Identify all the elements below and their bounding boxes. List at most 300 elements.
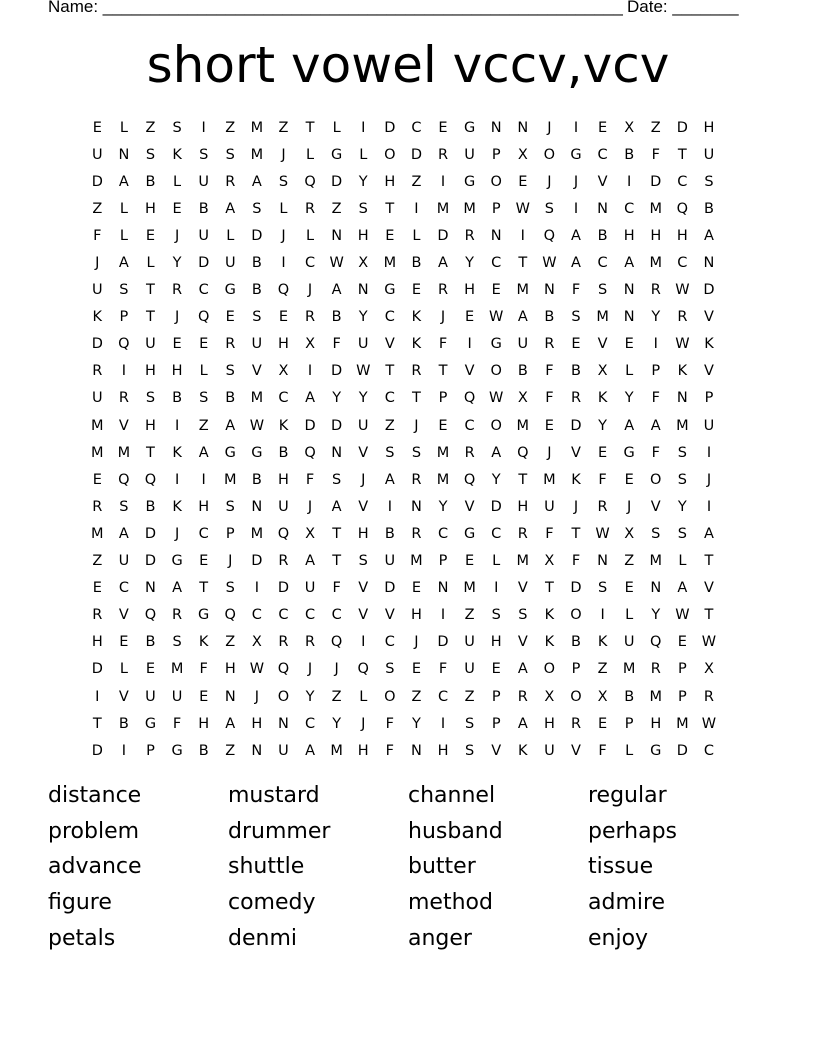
grid-letter: N bbox=[703, 255, 715, 272]
grid-letter: K bbox=[172, 444, 182, 461]
name-field: Name: _______________________________________________________ bbox=[48, 0, 623, 16]
grid-letter: W bbox=[515, 200, 530, 217]
grid-letter: H bbox=[171, 363, 183, 380]
grid-letter: D bbox=[251, 227, 263, 244]
grid-letter: A bbox=[305, 390, 315, 407]
grid-letter: U bbox=[91, 390, 103, 407]
grid-letter: F bbox=[545, 390, 554, 407]
grid-letter: S bbox=[491, 607, 501, 624]
grid-letter: J bbox=[547, 173, 552, 190]
grid-letter: U bbox=[703, 146, 715, 163]
grid-letter: J bbox=[307, 661, 313, 678]
grid-letter: S bbox=[704, 173, 714, 190]
word-list-item: channel bbox=[408, 783, 496, 808]
grid-letter: Y bbox=[651, 607, 661, 624]
grid-letter: Q bbox=[357, 661, 369, 678]
grid-letter: J bbox=[228, 553, 233, 570]
grid-letter: Q bbox=[543, 227, 556, 244]
word-list-item: mustard bbox=[228, 783, 320, 808]
grid-letter: D bbox=[331, 363, 343, 380]
grid-letter: V bbox=[703, 363, 714, 380]
grid-letter: A bbox=[225, 417, 236, 434]
grid-letter: W bbox=[675, 336, 690, 353]
grid-letter: R bbox=[411, 525, 422, 542]
grid-letter: E bbox=[172, 336, 182, 353]
grid-letter: J bbox=[307, 498, 313, 515]
grid-letter: E bbox=[172, 200, 182, 217]
grid-letter: C bbox=[437, 525, 449, 542]
grid-letter: W bbox=[249, 661, 265, 678]
grid-letter: F bbox=[93, 227, 102, 244]
grid-letter: C bbox=[677, 255, 688, 272]
grid-letter: U bbox=[464, 146, 475, 163]
grid-letter: E bbox=[465, 553, 475, 570]
grid-letter: R bbox=[411, 471, 422, 488]
grid-letter: U bbox=[304, 580, 316, 597]
grid-letter: R bbox=[437, 146, 449, 163]
grid-letter: H bbox=[91, 634, 103, 651]
grid-letter: B bbox=[517, 363, 528, 380]
grid-letter: E bbox=[518, 173, 528, 190]
word-list-item: butter bbox=[408, 854, 476, 880]
grid-letter: E bbox=[199, 553, 209, 570]
grid-letter: Z bbox=[225, 742, 236, 759]
grid-letter: H bbox=[410, 607, 422, 624]
grid-letter: H bbox=[623, 227, 635, 244]
grid-letter: Q bbox=[304, 173, 316, 190]
grid-letter: N bbox=[357, 282, 369, 299]
grid-letter: E bbox=[411, 282, 421, 299]
grid-letter: Z bbox=[624, 553, 635, 570]
grid-letter: A bbox=[491, 444, 502, 461]
grid-letter: F bbox=[385, 742, 394, 759]
word-list-item: advance bbox=[48, 854, 142, 880]
grid-letter: T bbox=[146, 444, 155, 461]
grid-letter: F bbox=[332, 580, 341, 597]
grid-letter: S bbox=[225, 498, 235, 515]
grid-letter: M bbox=[330, 742, 343, 759]
grid-letter: B bbox=[331, 309, 342, 326]
grid-letter: M bbox=[649, 200, 663, 217]
grid-letter: D bbox=[198, 255, 210, 272]
grid-letter: E bbox=[624, 336, 634, 353]
grid-letter: J bbox=[361, 715, 366, 732]
grid-letter: R bbox=[544, 336, 555, 353]
grid-letter: D bbox=[91, 336, 103, 353]
grid-letter: Z bbox=[92, 200, 103, 217]
grid-letter: R bbox=[597, 498, 608, 515]
grid-letter: V bbox=[464, 363, 475, 380]
grid-letter: D bbox=[144, 525, 157, 542]
grid-letter: V bbox=[597, 173, 608, 190]
grid-letter: N bbox=[623, 282, 635, 299]
grid-letter: X bbox=[278, 363, 289, 380]
grid-letter: U bbox=[623, 634, 635, 651]
grid-letter: E bbox=[597, 715, 608, 732]
grid-letter: S bbox=[252, 309, 262, 326]
grid-letter: I bbox=[706, 444, 712, 461]
grid-letter: E bbox=[199, 336, 209, 353]
grid-letter: C bbox=[304, 607, 316, 624]
grid-letter: D bbox=[676, 742, 688, 759]
grid-letter: Y bbox=[491, 471, 501, 488]
grid-letter: K bbox=[172, 498, 182, 515]
grid-letter: Z bbox=[597, 661, 608, 678]
grid-letter: I bbox=[440, 715, 446, 732]
grid-letter: A bbox=[384, 471, 395, 488]
grid-letter: N bbox=[650, 580, 662, 597]
grid-letter: S bbox=[225, 146, 235, 163]
grid-letter: E bbox=[624, 471, 634, 488]
grid-letter: O bbox=[650, 471, 662, 488]
grid-letter: R bbox=[92, 607, 103, 624]
grid-letter: T bbox=[704, 553, 714, 570]
grid-letter: X bbox=[251, 634, 262, 651]
grid-letter: V bbox=[491, 742, 502, 759]
grid-letter: Z bbox=[278, 119, 289, 136]
grid-letter: T bbox=[332, 525, 342, 542]
grid-letter: Z bbox=[411, 173, 422, 190]
grid-letter: M bbox=[463, 200, 476, 217]
grid-letter: N bbox=[437, 580, 449, 597]
grid-letter: U bbox=[198, 173, 209, 190]
grid-letter: V bbox=[358, 498, 369, 515]
grid-letter: D bbox=[251, 553, 263, 570]
grid-letter: H bbox=[650, 715, 662, 732]
grid-letter: U bbox=[145, 688, 156, 705]
grid-letter: C bbox=[703, 742, 715, 759]
grid-letter: Z bbox=[384, 417, 395, 434]
grid-letter: H bbox=[437, 742, 449, 759]
grid-letter: I bbox=[95, 688, 100, 705]
grid-letter: Q bbox=[144, 607, 157, 624]
grid-letter: M bbox=[410, 553, 423, 570]
grid-letter: J bbox=[174, 309, 180, 326]
grid-letter: Y bbox=[172, 255, 182, 272]
grid-letter: A bbox=[650, 417, 661, 434]
grid-letter: C bbox=[437, 688, 449, 705]
grid-letter: A bbox=[331, 282, 342, 299]
grid-letter: H bbox=[517, 498, 529, 515]
grid-letter: I bbox=[414, 200, 419, 217]
grid-letter: N bbox=[145, 580, 156, 597]
grid-letter: E bbox=[385, 227, 395, 244]
grid-letter: B bbox=[251, 255, 262, 272]
grid-letter: Z bbox=[464, 607, 475, 624]
grid-letter: V bbox=[384, 607, 395, 624]
grid-letter: B bbox=[145, 173, 156, 190]
grid-letter: I bbox=[281, 255, 286, 272]
grid-letter: M bbox=[649, 688, 663, 705]
grid-letter: W bbox=[489, 390, 504, 407]
grid-letter: A bbox=[198, 444, 209, 461]
grid-letter: X bbox=[544, 688, 555, 705]
grid-letter: C bbox=[384, 634, 395, 651]
grid-letter: F bbox=[438, 336, 448, 353]
grid-letter: C bbox=[198, 525, 209, 542]
grid-letter: X bbox=[305, 525, 316, 542]
grid-letter: B bbox=[624, 146, 635, 163]
grid-letter: B bbox=[145, 498, 156, 515]
grid-letter: L bbox=[332, 119, 341, 136]
grid-letter: M bbox=[676, 417, 689, 434]
grid-letter: F bbox=[305, 471, 315, 488]
grid-letter: D bbox=[331, 417, 343, 434]
grid-letter: R bbox=[225, 173, 236, 190]
grid-letter: E bbox=[92, 119, 102, 136]
grid-letter: B bbox=[198, 742, 209, 759]
grid-letter: E bbox=[92, 471, 102, 488]
word-bank bbox=[48, 780, 768, 958]
grid-letter: R bbox=[464, 227, 475, 244]
grid-letter: K bbox=[198, 634, 209, 651]
grid-letter: L bbox=[226, 227, 235, 244]
grid-letter: R bbox=[225, 336, 236, 353]
grid-letter: S bbox=[571, 309, 581, 326]
grid-letter: A bbox=[331, 498, 342, 515]
grid-letter: J bbox=[627, 498, 632, 515]
grid-letter: I bbox=[627, 173, 632, 190]
grid-letter: W bbox=[249, 417, 265, 434]
grid-letter: O bbox=[570, 688, 582, 705]
grid-letter: D bbox=[437, 634, 449, 651]
grid-letter: Z bbox=[331, 200, 342, 217]
word-list-item: petals bbox=[48, 925, 116, 951]
grid-letter: L bbox=[119, 119, 128, 136]
grid-letter: S bbox=[172, 119, 182, 136]
grid-letter: J bbox=[440, 309, 446, 326]
grid-letter: J bbox=[414, 417, 419, 434]
grid-letter: U bbox=[224, 255, 236, 272]
grid-letter: X bbox=[517, 146, 528, 163]
grid-letter: B bbox=[225, 390, 236, 407]
grid-letter: U bbox=[278, 742, 289, 759]
grid-letter: M bbox=[436, 444, 450, 461]
grid-letter: D bbox=[91, 173, 103, 190]
grid-letter: G bbox=[463, 119, 476, 136]
grid-letter: M bbox=[516, 553, 530, 570]
grid-letter: T bbox=[704, 607, 714, 624]
grid-letter: N bbox=[251, 742, 263, 759]
grid-letter: S bbox=[145, 146, 156, 163]
page-title: short vowel vccv,vcv bbox=[146, 36, 670, 94]
grid-letter: T bbox=[518, 255, 528, 272]
grid-letter: Q bbox=[118, 336, 130, 353]
grid-letter: M bbox=[170, 661, 184, 678]
grid-letter: I bbox=[653, 336, 658, 353]
grid-letter: C bbox=[491, 525, 502, 542]
grid-letter: H bbox=[703, 119, 715, 136]
grid-letter: P bbox=[624, 715, 634, 732]
grid-letter: A bbox=[118, 173, 129, 190]
grid-letter: A bbox=[517, 661, 528, 678]
grid-letter: I bbox=[440, 607, 446, 624]
grid-letter: P bbox=[571, 661, 581, 678]
word-list-item: denmi bbox=[228, 925, 297, 951]
grid-letter: M bbox=[649, 553, 663, 570]
grid-letter: M bbox=[676, 715, 689, 732]
grid-letter: L bbox=[306, 146, 315, 163]
grid-letter: L bbox=[173, 173, 182, 190]
grid-letter: D bbox=[331, 173, 343, 190]
grid-letter: F bbox=[571, 553, 581, 570]
grid-letter: N bbox=[597, 553, 608, 570]
grid-letter: R bbox=[464, 444, 475, 461]
grid-letter: F bbox=[199, 661, 208, 678]
grid-letter: I bbox=[121, 363, 127, 380]
grid-letter: M bbox=[543, 471, 556, 488]
grid-letter: B bbox=[411, 255, 422, 272]
grid-letter: G bbox=[384, 282, 396, 299]
grid-letter: P bbox=[677, 688, 687, 705]
grid-letter: U bbox=[198, 227, 209, 244]
grid-letter: L bbox=[199, 363, 208, 380]
grid-letter: B bbox=[571, 363, 581, 380]
grid-letter: N bbox=[490, 227, 502, 244]
grid-letter: V bbox=[358, 580, 369, 597]
grid-letter: Q bbox=[277, 282, 290, 299]
grid-letter: N bbox=[251, 498, 263, 515]
grid-letter: F bbox=[545, 525, 554, 542]
grid-letter: U bbox=[91, 282, 103, 299]
grid-letter: Y bbox=[651, 309, 661, 326]
grid-letter: C bbox=[597, 255, 608, 272]
grid-letter: S bbox=[358, 200, 368, 217]
grid-letter: W bbox=[701, 634, 717, 651]
grid-letter: U bbox=[357, 336, 369, 353]
grid-letter: Z bbox=[92, 553, 103, 570]
grid-letter: C bbox=[198, 282, 209, 299]
grid-letter: G bbox=[144, 715, 157, 732]
grid-letter: T bbox=[332, 553, 342, 570]
grid-letter: K bbox=[411, 336, 422, 353]
word-list-item: admire bbox=[588, 890, 666, 916]
grid-letter: G bbox=[650, 742, 662, 759]
grid-letter: Q bbox=[676, 200, 689, 217]
grid-letter: R bbox=[650, 661, 661, 678]
grid-letter: K bbox=[544, 634, 555, 651]
grid-letter: J bbox=[361, 471, 366, 488]
grid-letter: R bbox=[305, 309, 316, 326]
grid-letter: N bbox=[517, 119, 529, 136]
grid-letter: Q bbox=[463, 471, 476, 488]
grid-letter: D bbox=[91, 661, 103, 678]
grid-letter: D bbox=[703, 282, 715, 299]
grid-letter: W bbox=[675, 607, 690, 624]
grid-letter: N bbox=[410, 742, 422, 759]
grid-letter: O bbox=[543, 661, 556, 678]
grid-letter: X bbox=[517, 390, 528, 407]
grid-letter: E bbox=[677, 634, 687, 651]
grid-letter: C bbox=[384, 309, 395, 326]
grid-letter: S bbox=[332, 471, 342, 488]
grid-letter: C bbox=[331, 607, 342, 624]
grid-letter: B bbox=[278, 444, 289, 461]
grid-letter: V bbox=[571, 742, 581, 759]
grid-letter: K bbox=[544, 607, 555, 624]
grid-letter: N bbox=[676, 390, 688, 407]
grid-letter: A bbox=[225, 200, 236, 217]
grid-letter: S bbox=[252, 200, 262, 217]
grid-letter: J bbox=[281, 227, 286, 244]
grid-letter: E bbox=[624, 580, 634, 597]
grid-letter: F bbox=[651, 444, 660, 461]
grid-letter: P bbox=[438, 553, 448, 570]
grid-letter: D bbox=[304, 417, 316, 434]
grid-letter: U bbox=[251, 336, 263, 353]
word-list-item: regular bbox=[588, 783, 667, 808]
grid-letter: V bbox=[464, 498, 475, 515]
word-list-item: tissue bbox=[588, 854, 654, 880]
grid-letter: O bbox=[277, 688, 290, 705]
grid-letter: B bbox=[251, 282, 262, 299]
grid-letter: T bbox=[385, 200, 395, 217]
grid-letter: P bbox=[651, 363, 661, 380]
word-list-item: drummer bbox=[228, 818, 331, 844]
grid-letter: T bbox=[92, 715, 102, 732]
letter-grid bbox=[84, 114, 722, 764]
grid-letter: A bbox=[172, 580, 183, 597]
grid-letter: E bbox=[438, 417, 448, 434]
grid-letter: Q bbox=[517, 444, 529, 461]
grid-letter: Q bbox=[118, 471, 130, 488]
grid-letter: Q bbox=[277, 525, 290, 542]
grid-letter: K bbox=[677, 363, 688, 380]
grid-letter: L bbox=[492, 553, 501, 570]
grid-letter: O bbox=[384, 688, 396, 705]
grid-letter: M bbox=[250, 525, 264, 542]
grid-letter: U bbox=[145, 336, 156, 353]
grid-letter: S bbox=[119, 498, 129, 515]
grid-letter: Y bbox=[438, 498, 448, 515]
grid-letter: S bbox=[385, 444, 395, 461]
grid-letter: W bbox=[675, 282, 690, 299]
grid-letter: W bbox=[489, 309, 504, 326]
grid-letter: B bbox=[571, 634, 581, 651]
grid-letter: E bbox=[145, 227, 156, 244]
grid-letter: P bbox=[491, 146, 501, 163]
grid-letter: V bbox=[703, 580, 714, 597]
grid-letter: U bbox=[544, 498, 555, 515]
grid-letter: H bbox=[224, 661, 236, 678]
grid-letter: A bbox=[118, 525, 129, 542]
grid-letter: S bbox=[651, 525, 661, 542]
grid-letter: L bbox=[279, 200, 288, 217]
grid-letter: D bbox=[91, 742, 103, 759]
grid-letter: E bbox=[465, 309, 475, 326]
grid-letter: I bbox=[254, 580, 259, 597]
grid-letter: V bbox=[358, 444, 369, 461]
grid-letter: E bbox=[225, 309, 235, 326]
grid-letter: Z bbox=[411, 688, 422, 705]
grid-letter: Q bbox=[277, 661, 290, 678]
grid-letter: J bbox=[334, 661, 339, 678]
grid-letter: M bbox=[436, 471, 450, 488]
grid-letter: C bbox=[677, 173, 688, 190]
grid-letter: Q bbox=[650, 634, 662, 651]
grid-letter: R bbox=[437, 282, 449, 299]
grid-letter: S bbox=[145, 390, 156, 407]
grid-letter: C bbox=[624, 200, 635, 217]
grid-letter: M bbox=[250, 146, 264, 163]
grid-letter: V bbox=[358, 607, 369, 624]
grid-letter: N bbox=[331, 227, 343, 244]
grid-letter: I bbox=[174, 471, 180, 488]
grid-letter: T bbox=[518, 471, 528, 488]
grid-letter: M bbox=[91, 417, 104, 434]
grid-letter: A bbox=[251, 173, 262, 190]
grid-letter: U bbox=[278, 498, 289, 515]
